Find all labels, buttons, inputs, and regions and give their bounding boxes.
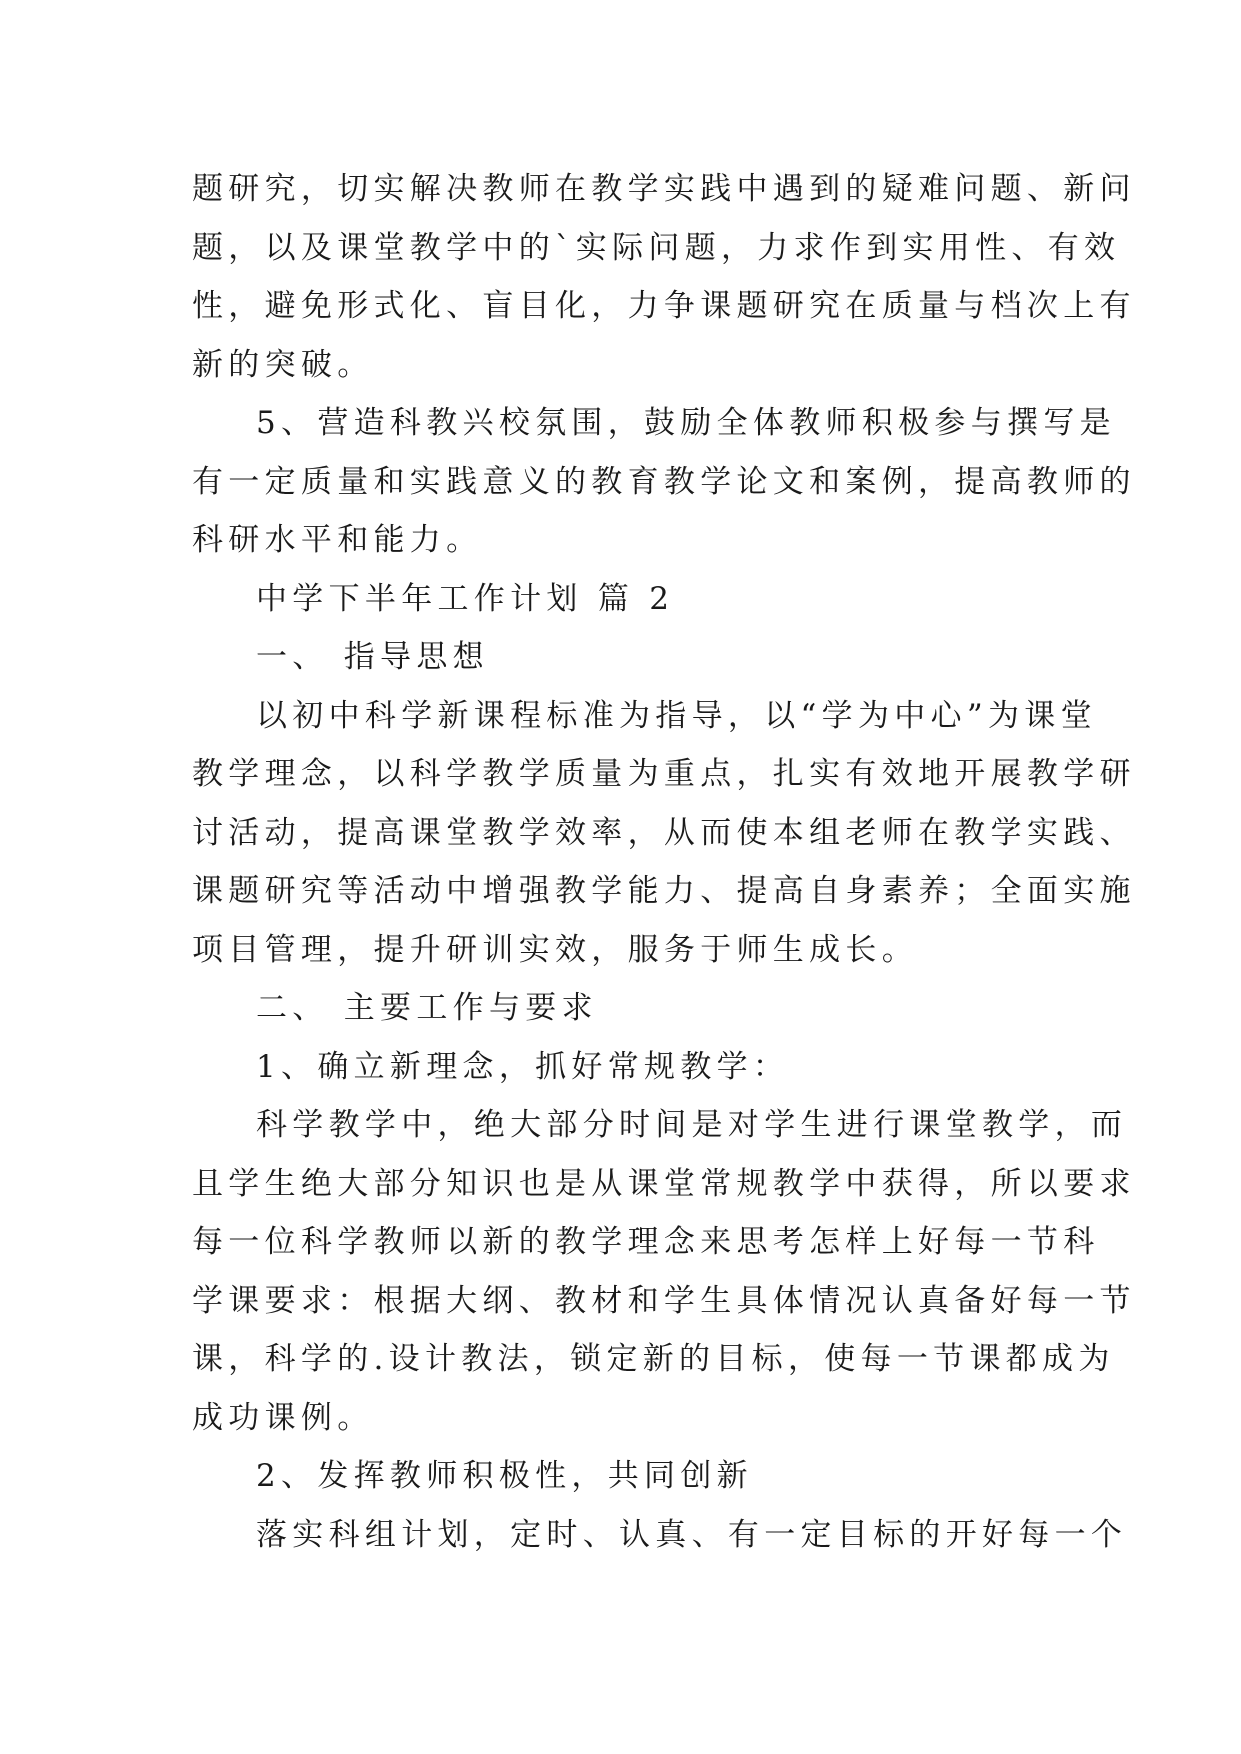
body-line: 且学生绝大部分知识也是从课堂常规教学中获得，所以要求 <box>192 1165 1136 1202</box>
body-line: 课，科学的.设计教法，锁定新的目标，使每一节课都成为 <box>192 1341 1115 1377</box>
body-line: 学课要求：根据大纲、教材和学生具体情况认真备好每一节 <box>192 1282 1136 1319</box>
document-body <box>192 160 1136 1564</box>
body-line: 题，以及课堂教学中的`实际问题，力求作到实用性、有效 <box>192 229 1121 266</box>
body-line: 成功课例。 <box>192 1399 374 1436</box>
paragraph-start-line: 落实科组计划，定时、认真、有一定目标的开好每一个 <box>256 1516 1128 1553</box>
body-line: 课题研究等活动中增强教学能力、提高自身素养；全面实施 <box>192 873 1136 909</box>
body-line: 性，避免形式化、盲目化，力争课题研究在质量与档次上有 <box>192 288 1136 324</box>
section-heading: 二、 主要工作与要求 <box>256 990 598 1026</box>
paragraph-start-line: 科学教学中，绝大部分时间是对学生进行课堂教学，而 <box>256 1107 1128 1143</box>
body-line: 项目管理，提升研训实效，服务于师生成长。 <box>192 931 918 968</box>
body-line: 题研究，切实解决教师在教学实践中遇到的疑难问题、新问 <box>192 171 1136 207</box>
body-line: 科研水平和能力。 <box>192 522 483 558</box>
body-line: 新的突破。 <box>192 346 374 383</box>
body-line: 讨活动，提高课堂教学效率，从而使本组老师在教学实践、 <box>192 814 1136 851</box>
section-heading: 一、 指导思想 <box>256 639 489 675</box>
body-line: 有一定质量和实践意义的教育教学论文和案例，提高教师的 <box>192 463 1136 500</box>
paragraph-start-line: 5、营造科教兴校氛围，鼓励全体教师积极参与撰写是 <box>256 405 1116 441</box>
paragraph-start-line: 以初中科学新课程标准为指导，以“学为中心”为课堂 <box>256 697 1097 734</box>
subsection-heading: 2、发挥教师积极性，共同创新 <box>256 1458 753 1494</box>
section-title: 中学下半年工作计划 篇 2 <box>256 580 675 617</box>
body-line: 教学理念，以科学教学质量为重点，扎实有效地开展教学研 <box>192 756 1136 792</box>
subsection-heading: 1、确立新理念，抓好常规教学： <box>256 1048 790 1085</box>
body-line: 每一位科学教师以新的教学理念来思考怎样上好每一节科 <box>192 1224 1100 1260</box>
